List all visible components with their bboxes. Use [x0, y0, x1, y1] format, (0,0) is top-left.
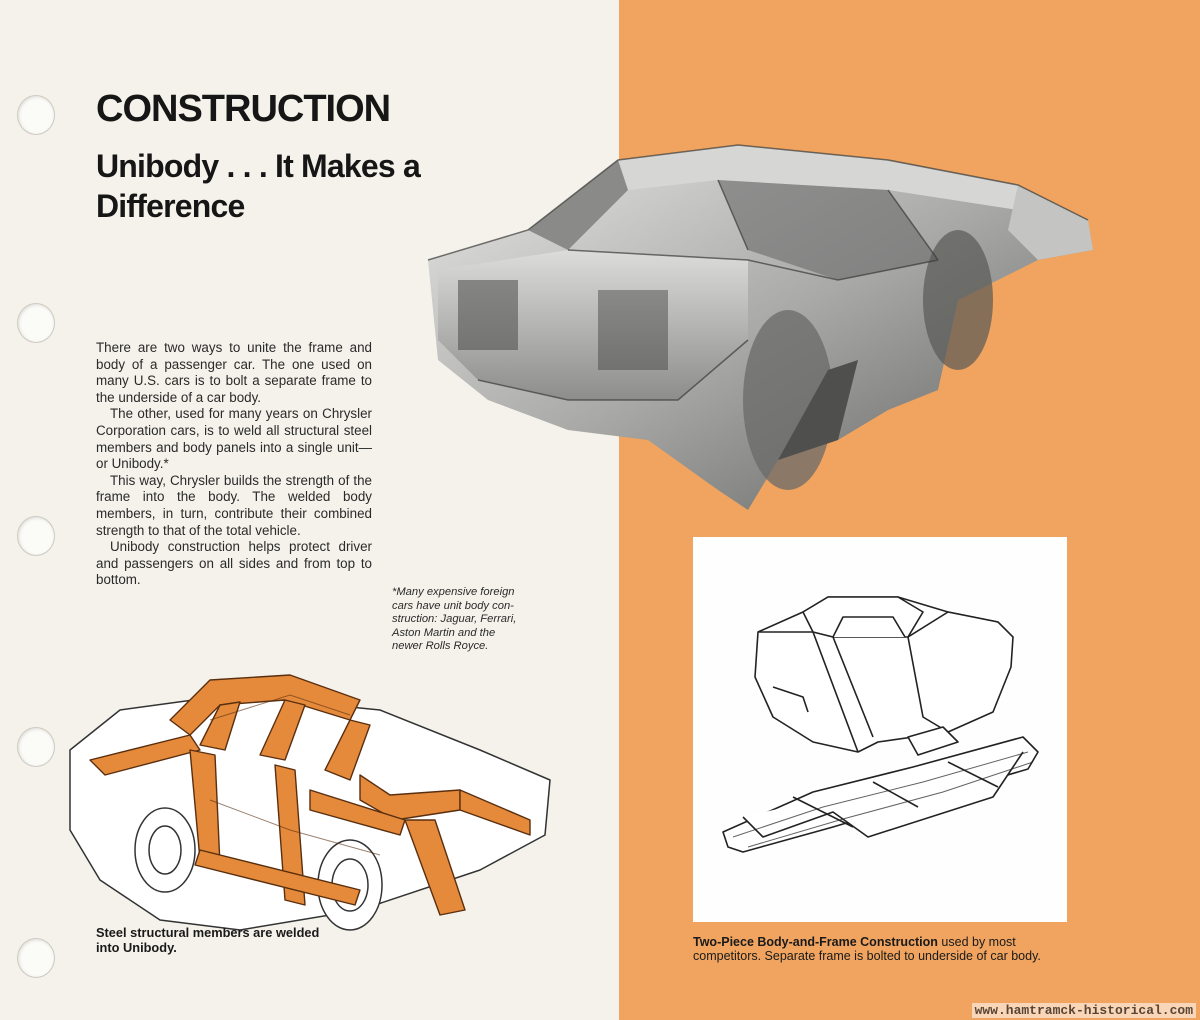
binder-hole-1 [17, 95, 55, 135]
two-piece-caption [693, 935, 1073, 964]
page-title: CONSTRUCTION [96, 88, 391, 130]
body-paragraph-4: Unibody construction helps protect driver and passengers on all sides and from top to bottom. [96, 539, 372, 588]
two-piece-illustration-box [693, 537, 1067, 922]
page-subtitle: Unibody . . . It Makes a Difference [96, 148, 420, 224]
binder-hole-2 [17, 303, 55, 343]
footnote: *Many expensive foreign cars have unit body con- struction: Jaguar, Ferrari, Aston Martin and the newer Rolls Royce. [392, 586, 517, 653]
binder-hole-5 [17, 938, 55, 978]
body-paragraph-1: There are two ways to unite the frame and body of a passenger car. The one used on many U.S. cars is to bolt a separate frame to the underside of a car body. [96, 340, 372, 405]
two-piece-body-frame-illustration [693, 537, 1067, 922]
two-piece-caption-rest: used by most competitors. Separate frame is bolted to underside of car body. [693, 935, 1041, 964]
binder-hole-4 [17, 727, 55, 767]
binder-hole-3 [17, 516, 55, 556]
watermark: www.hamtramck-historical.com [972, 1003, 1196, 1018]
two-piece-caption-bold: Two-Piece Body-and-Frame Construction [693, 935, 938, 949]
body-paragraph-2: The other, used for many years on Chrysler Corporation cars, is to weld all structural steel members and body panels into a single unit—or Unibody.* [96, 406, 372, 472]
body-copy [96, 340, 372, 589]
skeleton-caption: Steel structural members are welded into Unibody. [96, 925, 320, 955]
body-paragraph-3: This way, Chrysler builds the strength of the frame into the body. The welded body members, in turn, contribute their combined strength to that of the total vehicle. [96, 472, 372, 538]
unibody-shell-photo [418, 140, 1098, 520]
